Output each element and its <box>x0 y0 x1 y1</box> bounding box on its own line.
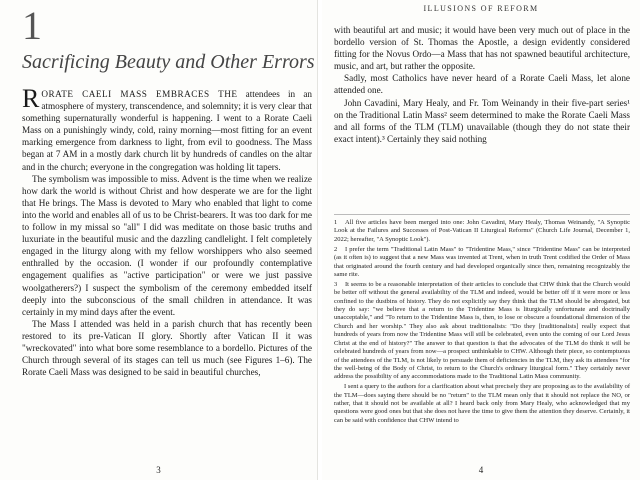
drop-cap: R <box>22 84 40 113</box>
left-body-text <box>22 84 313 378</box>
chapter-number: 1 <box>22 3 42 48</box>
right-page <box>322 0 640 480</box>
footnote-continuation: I sent a query to the authors for a clarification about what precisely they are proposing as to the availability of the TLM—does saying there should be no "return" to the TLM mean only that it should not replace the NO, or rather, that it should not be available at all? I heard back only from Mary Healy, who acknowledged that my questions were good ones but that she does not have the time to give them the attention they deserve. Certainly, it can be said with confidence that CHW intend to <box>334 383 630 424</box>
chapter-title: Sacrificing Beauty and Other Errors <box>22 51 315 73</box>
paragraph: The Mass I attended was held in a parish church that has recently been restored to its pre-Vatican II glory. Shortly after Vatican II it was "wreckovated" into what bore some resemblance to a bordello. Pictures of the Church through several of its stages can tell us much (see Figures 1–6). The Rorate Caeli Mass was designed to be said in beautiful churches, <box>22 318 312 378</box>
footnote <box>334 246 630 280</box>
footnote <box>334 281 630 382</box>
paragraph: with beautiful art and music; it would have been very much out of place in the bordello version of St. Thomas the Apostle, a design evidently considered fitting for the Novus Ordo—a Mass that has not spawned beautiful architecture, music, and art, but rather the opposite. <box>334 25 630 72</box>
footnote-text: All five articles have been merged into one: John Cavadini, Mary Healy, Thomas Weinandy, "A Synoptic Look at the Failures and Successes of Post-Vatican II Liturgical Reforms" (Church Life Journal, December 1, 2022; hereafter, "A Synoptic Look"). <box>334 219 630 243</box>
opening-paragraph <box>22 84 313 173</box>
footnote-text: It seems to be a reasonable interpretation of their articles to conclude that CHW think that the Church would be better off without the general availability of the TLM and indeed, would be better off if it were more or less confined to the dustbins of history. They do not explicitly say they think that the TLM should be abrogated, but they do say: "we believe that a return to the Tridentine Mass is liturgically unfortunate and doctrinally unacceptable," and "To return to the Tridentine Mass is, then, to lose or obscure a foundational dimension of the Church and her worship." They also ask about traditionalists: "Do they [traditionalists] really expect that hundreds of years from now the Tridentine Mass will still be celebrated, even unto the coming of our Lord Jesus Christ at the end of history?" The answer to that question is that the advocates of the TLM do think it will be celebrated hundreds of years from now—a prospect unthinkable to CHW. Although their piece, so contemptuous of the attendees of the TLM, is not likely to persuade them of deficiencies in the TLM, they ask its attendees "for the well-being of the Body of Christ, to return to the Church's ordinary liturgical form." They certainly never address the possibility of any accommodations made to the Traditional Latin Mass community. <box>334 280 630 381</box>
footnote <box>334 219 630 244</box>
page-number-right: 4 <box>478 465 484 475</box>
footnote-number: 2 <box>334 245 338 253</box>
footnote-rule <box>334 214 630 215</box>
right-body-text <box>334 24 630 145</box>
footnote-number: 3 <box>334 280 338 288</box>
footnote-number: 1 <box>334 219 338 226</box>
footnotes <box>334 219 630 425</box>
running-head: ILLUSIONS OF REFORM <box>423 4 539 13</box>
paragraph: The symbolism was impossible to miss. Advent is the time when we realize how dark the world is without Christ and how desperate we are for the light that He brings. The Mass is devoted to Mary who enabled that light to come into the world and enables all of us to be Christ-bearers. It was too dark for me to follow in my missal so "all" I did was meditate on those basic truths and luxuriate in the beautiful music and the dazzling candlelight. I felt completely engaged in the liturgy along with my fellow worshippers who also seemed enthralled by the occasion. (I wonder if our profoundly contemplative engagement qualifies as "active participation" or were we just passive woolgatherers?) I suspect the symbolism of the ceremony embedded itself deeply into the subconscious of the small children in attendance. It was certainly in my mind days after the event. <box>22 173 312 317</box>
left-page <box>0 0 318 480</box>
paragraph-text: attendees in an atmosphere of mystery, transcendence, and solemnity; it is very clear that something supernaturally wonderful is happening. I went to a Rorate Caeli Mass on a punishingly windy, cold, rainy morning—most fitting for an event marking emergence from darkness to light, from evil to goodness. The Mass began at 7 AM in a mostly dark church lit by hundreds of candles on the altar and in the church; everyone in the congregation was holding lit tapers. <box>22 89 313 172</box>
paragraph: Sadly, most Catholics have never heard of a Rorate Caeli Mass, let alone attended one. <box>334 73 630 96</box>
opening-smallcaps: ORATE CAELI MASS EMBRACES THE <box>41 89 238 99</box>
footnote-text: I prefer the term "Traditional Latin Mass" to "Tridentine Mass," since "Tridentine Mass" can be interpreted (as it often is) to suggest that a new Mass was invented at Trent, when in truth Trent codified the Order of Mass that originated around the fourth century and had developed organically since then, remaining recognizably the same rite. <box>334 245 630 278</box>
page-number-left: 3 <box>156 465 161 475</box>
paragraph: John Cavadini, Mary Healy, and Fr. Tom Weinandy in their five-part series¹ on the Traditional Latin Mass² seem determined to make the Rorate Caeli Mass and all forms of the TLM (TLM) unavailable (though they do not state their exact intent).³ Certainly they said nothing <box>334 97 630 144</box>
